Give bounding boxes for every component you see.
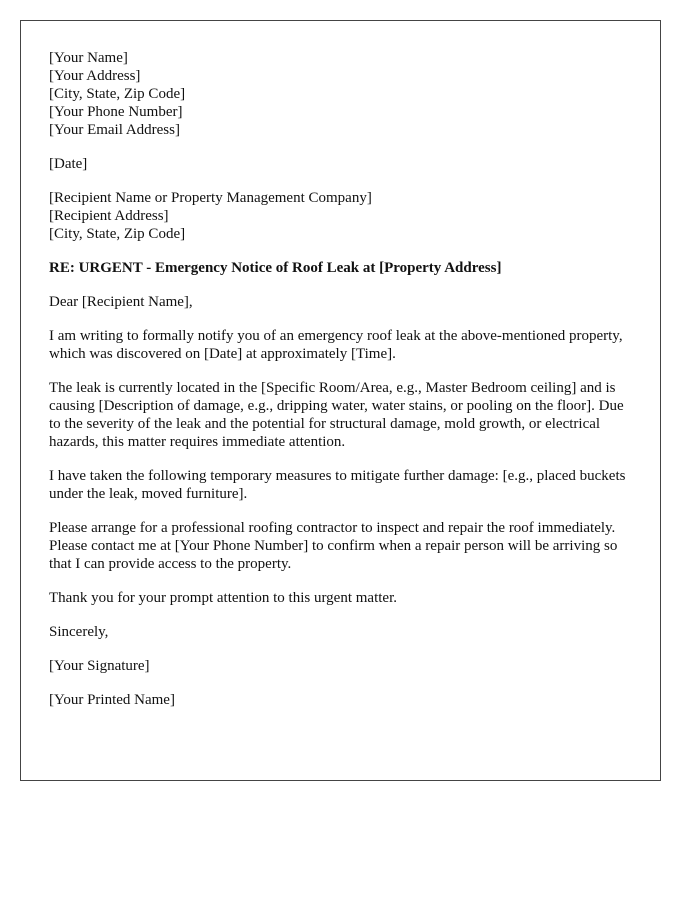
sender-address: [Your Address] (49, 68, 141, 84)
subject-line: RE: URGENT - Emergency Notice of Roof Leak at [Property Address] (49, 260, 502, 276)
recipient-name: [Recipient Name or Property Management Company] (49, 190, 372, 206)
letter-page (20, 20, 661, 781)
salutation: Dear [Recipient Name], (49, 294, 193, 310)
letter-date: [Date] (49, 156, 88, 172)
sender-city: [City, State, Zip Code] (49, 86, 186, 102)
body-paragraph: I have taken the following temporary measures to mitigate further damage: [e.g., placed buckets under the leak, moved furniture]. (49, 468, 626, 502)
body-paragraph: Please arrange for a professional roofing contractor to inspect and repair the roof immediately. Please contact me at [Your Phone Number] to confirm when a repair person will be arriving so that I can provide access to the property. (49, 520, 618, 572)
recipient-address: [Recipient Address] (49, 208, 169, 224)
sender-email: [Your Email Address] (49, 122, 180, 138)
body-paragraph: I am writing to formally notify you of an emergency roof leak at the above-mentioned property, which was discovered on [Date] at approximately [Time]. (49, 328, 623, 362)
closing: Sincerely, (49, 624, 109, 640)
body-paragraph: The leak is currently located in the [Specific Room/Area, e.g., Master Bedroom ceiling] and is causing [Description of damage, e.g., dripping water, water stains, or pooling on the floor]. Due to the severity of the leak and the potential for structural damage, mold growth, or electrical hazards, this matter requires immediate attention. (49, 380, 624, 450)
body-paragraph: Thank you for your prompt attention to this urgent matter. (49, 590, 397, 606)
sender-block (49, 49, 632, 139)
sender-phone: [Your Phone Number] (49, 104, 183, 120)
signature: [Your Signature] (49, 658, 150, 674)
recipient-block (49, 189, 632, 243)
recipient-city: [City, State, Zip Code] (49, 226, 186, 242)
printed-name: [Your Printed Name] (49, 692, 175, 708)
sender-name: [Your Name] (49, 50, 128, 66)
